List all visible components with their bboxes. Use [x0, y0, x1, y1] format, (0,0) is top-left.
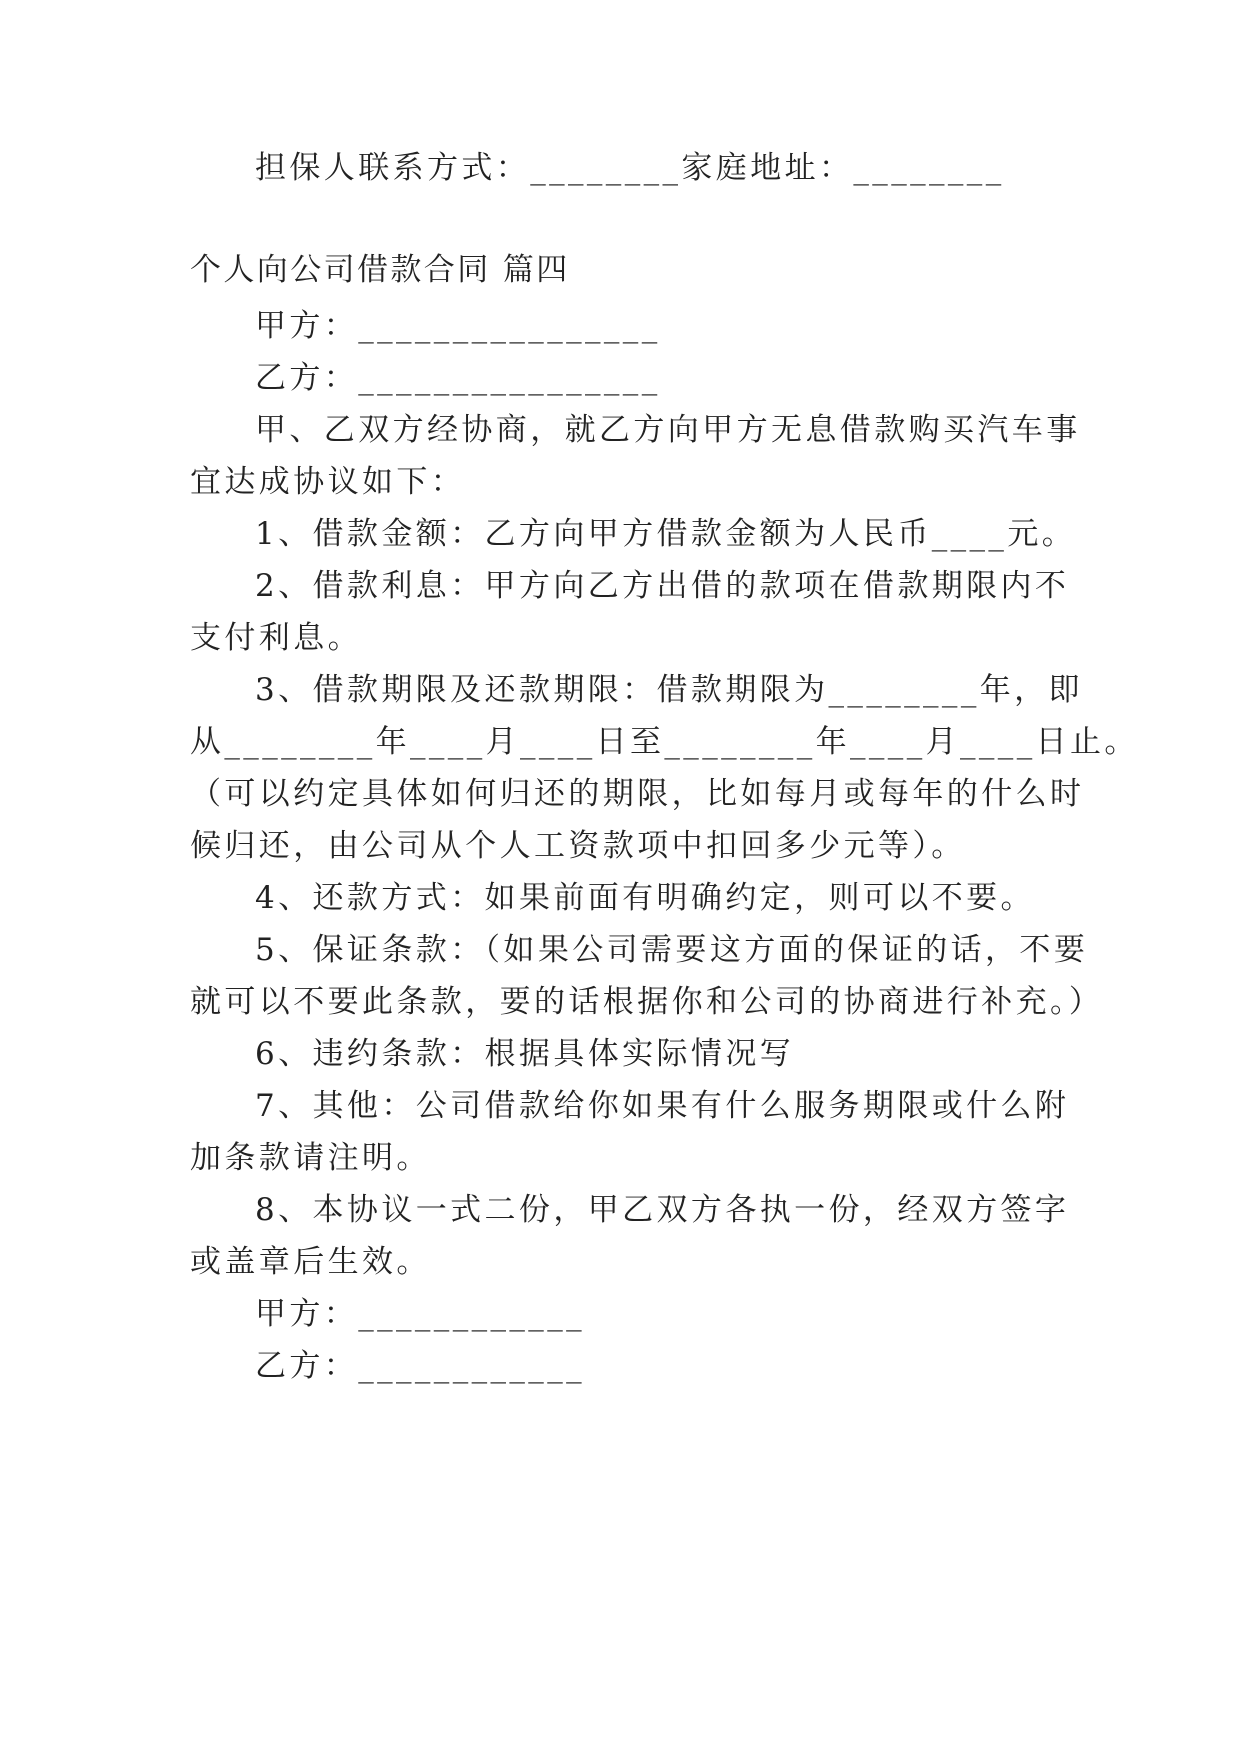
intro-paragraph-line-2: 宜达成协议如下：	[190, 464, 466, 500]
signature-party-a: 甲方：____________	[255, 1296, 585, 1332]
clause-3-line-3: （可以约定具体如何归还的期限，比如每月或每年的什么时	[190, 776, 1085, 812]
guarantor-contact-line: 担保人联系方式：________家庭地址：________	[255, 150, 1005, 186]
clause-7-line-1: 7、其他：公司借款给你如果有什么服务期限或什么附	[255, 1088, 1070, 1124]
clause-4-line-1: 4、还款方式：如果前面有明确约定，则可以不要。	[255, 880, 1035, 916]
clause-3-line-4: 候归还，由公司从个人工资款项中扣回多少元等）。	[190, 828, 966, 864]
clause-2-line-2: 支付利息。	[190, 620, 362, 656]
clause-6-line-1: 6、违约条款：根据具体实际情况写	[255, 1036, 795, 1072]
section-title: 个人向公司借款合同 篇四	[190, 252, 570, 288]
clause-5-line-2: 就可以不要此条款，要的话根据你和公司的协商进行补充。）	[190, 984, 1104, 1020]
clause-2-line-1: 2、借款利息：甲方向乙方出借的款项在借款期限内不	[255, 568, 1070, 604]
clause-3-line-2: 从________年____月____日至________年____月____日止。	[190, 724, 1139, 760]
clause-7-line-2: 加条款请注明。	[190, 1140, 431, 1176]
clause-1-line-1: 1、借款金额：乙方向甲方借款金额为人民币____元。	[255, 516, 1077, 552]
clause-8-line-1: 8、本协议一式二份，甲乙双方各执一份，经双方签字	[255, 1192, 1070, 1228]
clause-3-line-1: 3、借款期限及还款期限：借款期限为________年，即	[255, 672, 1083, 708]
party-b-line: 乙方：________________	[255, 360, 661, 396]
clause-8-line-2: 或盖章后生效。	[190, 1244, 431, 1280]
intro-paragraph-line-1: 甲、乙双方经协商，就乙方向甲方无息借款购买汽车事	[255, 412, 1081, 448]
party-a-line: 甲方：________________	[255, 308, 661, 344]
clause-5-line-1: 5、保证条款：（如果公司需要这方面的保证的话，不要	[255, 932, 1089, 968]
signature-party-b: 乙方：____________	[255, 1348, 585, 1384]
